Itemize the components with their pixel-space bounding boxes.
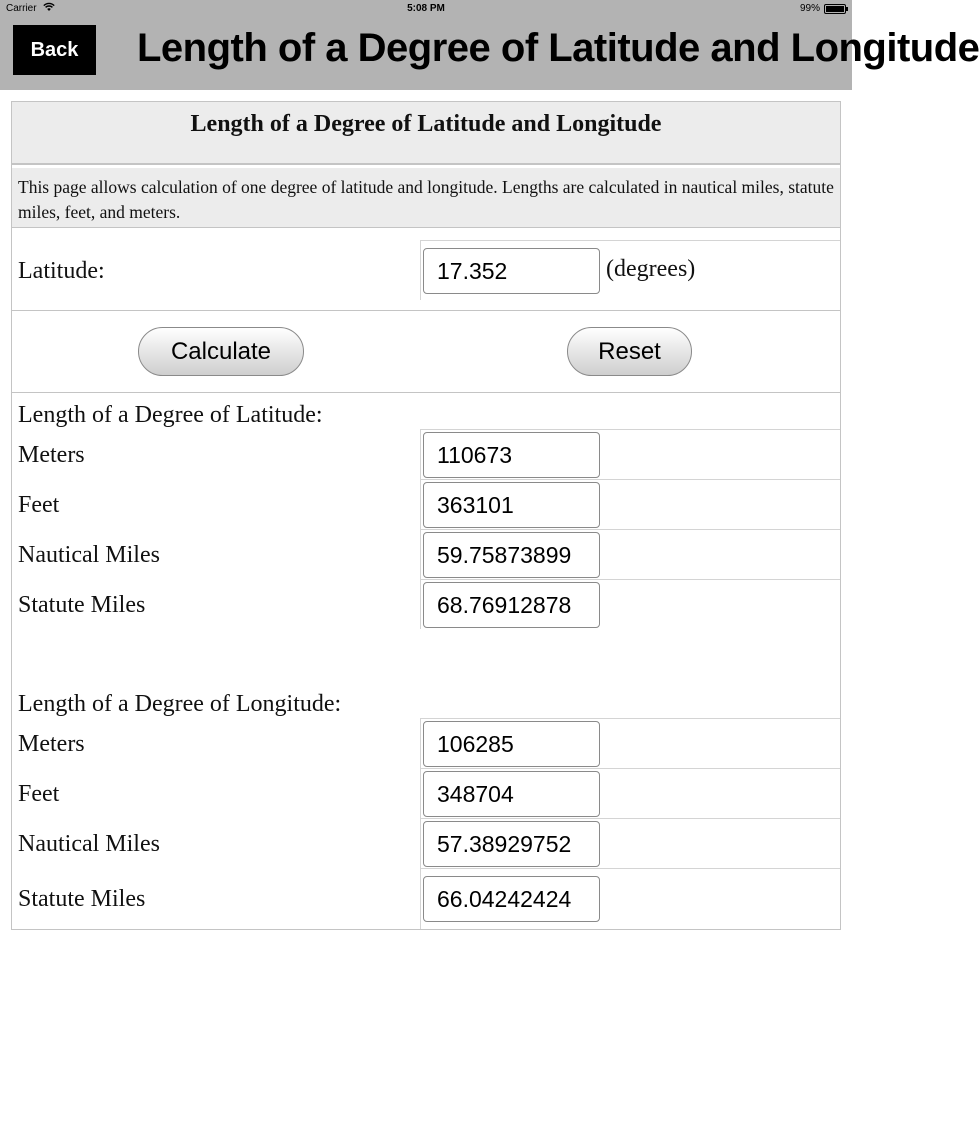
row-separator — [12, 392, 840, 393]
latitude-feet-field[interactable]: 363101 — [423, 482, 600, 528]
cell-divider — [420, 479, 840, 480]
clock: 5:08 PM — [407, 3, 445, 14]
longitude-meters-label: Meters — [18, 731, 85, 757]
longitude-feet-label: Feet — [18, 781, 60, 807]
latitude-feet-label: Feet — [18, 492, 60, 518]
cell-divider — [420, 718, 840, 719]
cell-divider — [420, 529, 840, 530]
latitude-input[interactable]: 17.352 — [423, 248, 600, 294]
latitude-statute-label: Statute Miles — [18, 592, 146, 618]
longitude-nautical-field[interactable]: 57.38929752 — [423, 821, 600, 867]
longitude-nautical-label: Nautical Miles — [18, 831, 160, 857]
longitude-results-heading: Length of a Degree of Longitude: — [18, 691, 342, 717]
latitude-nautical-label: Nautical Miles — [18, 542, 160, 568]
cell-divider — [420, 818, 840, 819]
latitude-results-heading: Length of a Degree of Latitude: — [18, 402, 323, 428]
cell-divider — [420, 240, 421, 300]
cell-divider — [420, 240, 840, 241]
cell-divider — [420, 768, 840, 769]
reset-button[interactable]: Reset — [567, 327, 692, 376]
row-separator — [12, 310, 840, 311]
cell-divider — [420, 579, 840, 580]
cell-divider — [420, 868, 840, 869]
longitude-statute-field[interactable]: 66.04242424 — [423, 876, 600, 922]
calculator-form — [11, 101, 841, 930]
longitude-statute-label: Statute Miles — [18, 886, 146, 912]
battery-percent: 99% — [799, 3, 820, 14]
nav-bar — [0, 17, 979, 90]
cell-divider — [420, 429, 840, 430]
form-heading: Length of a Degree of Latitude and Longitude — [12, 102, 840, 165]
form-description: This page allows calculation of one degree of latitude and longitude. Lengths are calculated in nautical miles, statute miles, feet, and meters. — [12, 168, 840, 228]
cell-divider — [420, 718, 421, 929]
carrier-label: Carrier — [6, 3, 37, 14]
latitude-label: Latitude: — [18, 258, 105, 284]
latitude-meters-field[interactable]: 110673 — [423, 432, 600, 478]
latitude-meters-label: Meters — [18, 442, 85, 468]
latitude-statute-field[interactable]: 68.76912878 — [423, 582, 600, 628]
battery-icon — [824, 4, 846, 14]
latitude-nautical-field[interactable]: 59.75873899 — [423, 532, 600, 578]
back-button[interactable]: Back — [13, 25, 96, 75]
calculate-button[interactable]: Calculate — [138, 327, 304, 376]
longitude-feet-field[interactable]: 348704 — [423, 771, 600, 817]
longitude-meters-field[interactable]: 106285 — [423, 721, 600, 767]
page-title: Length of a Degree of Latitude and Longitude — [137, 26, 979, 70]
status-bar — [0, 0, 852, 17]
latitude-unit: (degrees) — [606, 256, 696, 282]
